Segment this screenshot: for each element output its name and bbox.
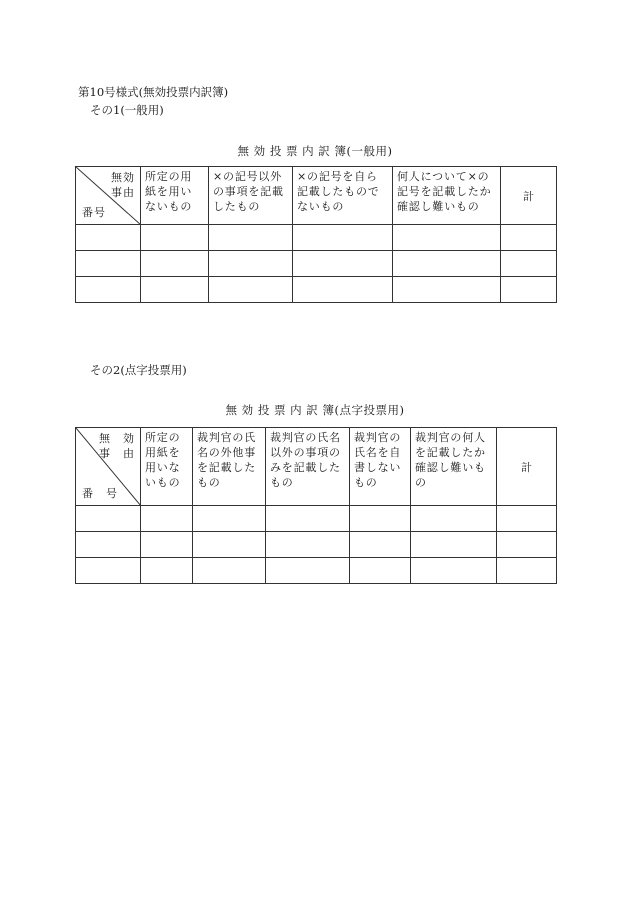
section2-title xyxy=(0,402,630,418)
form-title: 第10号様式(無効投票内訳簿) xyxy=(78,85,229,99)
table-cell xyxy=(76,225,141,251)
invalid-vote-table-general xyxy=(75,166,557,303)
table2-col-header: 裁判官の何人 を記載したか 確認し難いも の xyxy=(411,428,497,506)
table-cell xyxy=(141,506,193,532)
table-cell xyxy=(393,277,501,303)
section1-title-suffix: (一般用) xyxy=(346,144,393,158)
table-cell xyxy=(193,506,266,532)
table-cell xyxy=(141,558,193,584)
table1-col-header: 所定の用 紙を用い ないもの xyxy=(141,167,209,225)
table-cell xyxy=(76,532,141,558)
table-cell xyxy=(193,532,266,558)
table-cell xyxy=(411,558,497,584)
table-cell xyxy=(293,277,393,303)
table-cell xyxy=(393,225,501,251)
table1-total-header: 計 xyxy=(501,167,557,225)
table1-col-header: ×の記号以外 の事項を記載 したもの xyxy=(209,167,293,225)
table-cell xyxy=(293,251,393,277)
invalid-vote-table-braille xyxy=(75,427,557,584)
table-cell xyxy=(266,506,350,532)
table-cell xyxy=(497,532,557,558)
table-cell xyxy=(411,506,497,532)
table-cell xyxy=(350,506,411,532)
table-cell xyxy=(497,558,557,584)
corner-label-reason: 無効 事由 xyxy=(111,171,135,199)
table-cell xyxy=(141,277,209,303)
corner-label-reason: 無 効 事 由 xyxy=(99,432,135,460)
table-cell xyxy=(350,558,411,584)
table-cell xyxy=(501,277,557,303)
table2-corner-cell xyxy=(76,428,141,506)
table-cell xyxy=(293,225,393,251)
corner-label-number: 番 号 xyxy=(82,487,118,500)
table-row xyxy=(76,506,557,532)
table-row xyxy=(76,251,557,277)
section1-title-main: 無 効 投 票 内 訳 簿 xyxy=(237,144,347,158)
table-cell xyxy=(209,251,293,277)
table-cell xyxy=(497,506,557,532)
table-cell xyxy=(411,532,497,558)
table1-corner-cell xyxy=(76,167,141,225)
table2-col-header: 裁判官の氏 名の外他事 を記載した もの xyxy=(193,428,266,506)
table1-col-header: ×の記号を自ら 記載したもので ないもの xyxy=(293,167,393,225)
table2-col-header: 裁判官の氏名 以外の事項の みを記載した もの xyxy=(266,428,350,506)
table-row xyxy=(76,532,557,558)
table-cell xyxy=(141,251,209,277)
section1-subtitle: その1(一般用) xyxy=(90,103,164,117)
table-cell xyxy=(141,532,193,558)
table-cell xyxy=(501,251,557,277)
table-cell xyxy=(76,558,141,584)
table-cell xyxy=(350,532,411,558)
section2-title-suffix: (点字投票用) xyxy=(334,403,405,417)
table-cell xyxy=(209,277,293,303)
table2-col-header: 所定の 用紙を 用いな いもの xyxy=(141,428,193,506)
table-row xyxy=(76,225,557,251)
table2-col-header: 裁判官の 氏名を自 書しない もの xyxy=(350,428,411,506)
section2-title-main: 無 効 投 票 内 訳 簿 xyxy=(225,403,335,417)
table-cell xyxy=(209,225,293,251)
table-cell xyxy=(266,558,350,584)
table-cell xyxy=(266,532,350,558)
table-cell xyxy=(76,251,141,277)
table1-col-header: 何人について×の 記号を記載したか 確認し難いもの xyxy=(393,167,501,225)
table-cell xyxy=(393,251,501,277)
table-cell xyxy=(76,506,141,532)
table2-header-row xyxy=(76,428,557,506)
table1-header-row xyxy=(76,167,557,225)
corner-label-number: 番号 xyxy=(82,206,106,219)
table-cell xyxy=(193,558,266,584)
table-cell xyxy=(76,277,141,303)
table-cell xyxy=(501,225,557,251)
table-cell xyxy=(141,225,209,251)
table2-total-header: 計 xyxy=(497,428,557,506)
table-row xyxy=(76,558,557,584)
section2-subtitle: その2(点字投票用) xyxy=(90,363,187,377)
table-row xyxy=(76,277,557,303)
section1-title xyxy=(0,143,630,159)
